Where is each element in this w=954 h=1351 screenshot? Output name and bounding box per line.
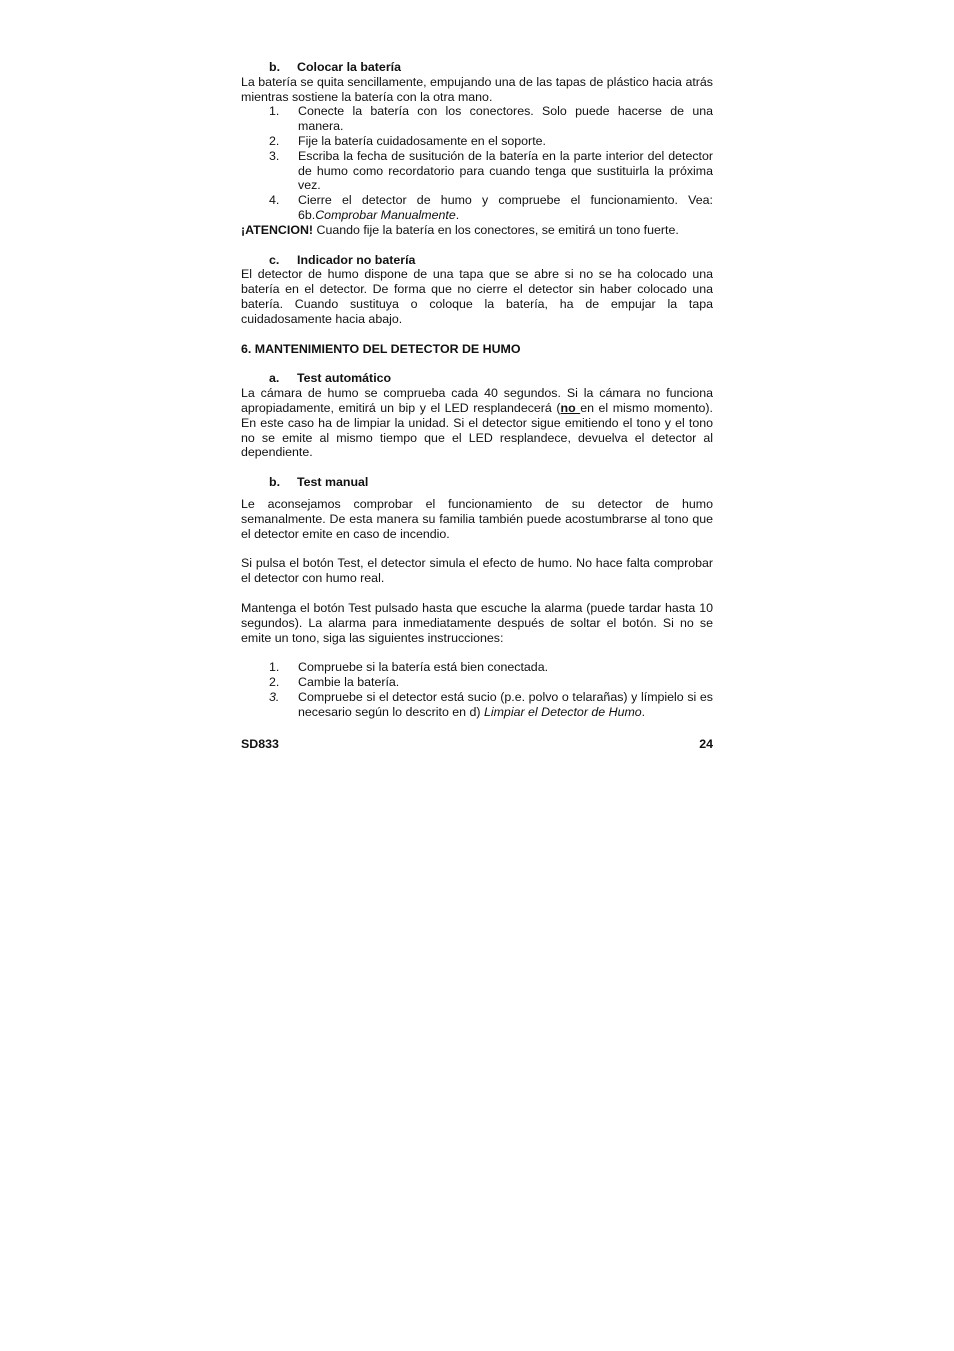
subsection-letter: b. bbox=[269, 475, 281, 490]
section-heading-mantenimiento: 6. MANTENIMIENTO DEL DETECTOR DE HUMO bbox=[241, 341, 521, 356]
subsection-letter: c. bbox=[269, 252, 280, 267]
subsection-letter: a. bbox=[269, 371, 280, 386]
subsection-heading-colocar-bateria bbox=[241, 60, 713, 75]
subsection-title: Test automático bbox=[297, 371, 392, 386]
subsection-title: Test manual bbox=[297, 475, 369, 490]
list-item: 3. Escriba la fecha de susitución de la batería en la parte interior del detector de humo como recordatorio para cuando tenga que sustituirla la próxima vez. bbox=[269, 148, 713, 193]
list-item: 1. Compruebe si la batería está bien conectada. bbox=[269, 660, 549, 675]
attention-note: ¡ATENCION! Cuando fije la batería en los conectores, se emitirá un tono fuerte. bbox=[241, 222, 679, 237]
subsection-heading-test-automatico bbox=[241, 371, 713, 386]
list-item: 2. Cambie la batería. bbox=[269, 675, 400, 690]
indicator-text: El detector de humo dispone de una tapa que se abre si no se ha colocado una batería en el detector. De forma que no cierre el detector sin haber colocado una batería. Cuando sustituya o coloque la batería, ha de empujar la tapa cuidadosamente hacia abajo. bbox=[241, 267, 713, 326]
battery-steps-list bbox=[241, 104, 713, 222]
subsection-letter: b. bbox=[269, 60, 281, 74]
auto-test-text: La cámara de humo se comprueba cada 40 segundos. Si la cámara no funciona apropiadamente, emitirá un bip y el LED resplandecerá (no en el mismo momento). En este caso ha de limpiar la unidad. Si el detector sigue emitiendo el tono y el tono no se emite al mismo tiempo que el LED resplandece, devuelva el detector al dependiente. bbox=[241, 386, 713, 460]
manual-test-para-3: Mantenga el botón Test pulsado hasta que escuche la alarma (puede tardar hasta 10 segundos). La alarma para inmediatamente después de soltar el botón. Si no se emite un tono, siga las siguientes instrucciones: bbox=[241, 600, 713, 645]
page-footer bbox=[241, 737, 713, 752]
manual-test-para-2: Si pulsa el botón Test, el detector simula el efecto de humo. No hace falta comprobar el detector con humo real. bbox=[241, 556, 713, 586]
subsection-title: Colocar la batería bbox=[297, 60, 401, 74]
manual-page bbox=[241, 60, 713, 752]
page-number: 24 bbox=[699, 737, 713, 752]
subsection-heading-indicador bbox=[241, 253, 713, 268]
manual-test-steps-list bbox=[241, 660, 713, 719]
list-item: 2. Fije la batería cuidadosamente en el soporte. bbox=[269, 133, 546, 148]
list-item: 1. Conecte la batería con los conectores. Solo puede hacerse de una manera. bbox=[269, 104, 713, 134]
subsection-title: Indicador no batería bbox=[297, 252, 416, 267]
model-number: SD833 bbox=[241, 737, 279, 752]
battery-intro-text: La batería se quita sencillamente, empujando una de las tapas de plástico hacia atrás mientras sostiene la batería con la otra mano. bbox=[241, 74, 713, 104]
list-item: 4. Cierre el detector de humo y compruebe el funcionamiento. Vea: 6b.Comprobar Manualmente. bbox=[269, 193, 713, 222]
attention-label: ¡ATENCION! bbox=[241, 222, 314, 237]
list-item: 3. Compruebe si el detector está sucio (p.e. polvo o telarañas) y límpielo si es necesario según lo descrito en d) Limpiar el Detector de Humo. bbox=[269, 689, 713, 719]
manual-test-para-1: Le aconsejamos comprobar el funcionamiento de su detector de humo semanalmente. De esta manera su familia también puede acostumbrarse al tono que el detector emite en caso de incendio. bbox=[241, 496, 713, 541]
subsection-heading-test-manual bbox=[241, 475, 713, 490]
